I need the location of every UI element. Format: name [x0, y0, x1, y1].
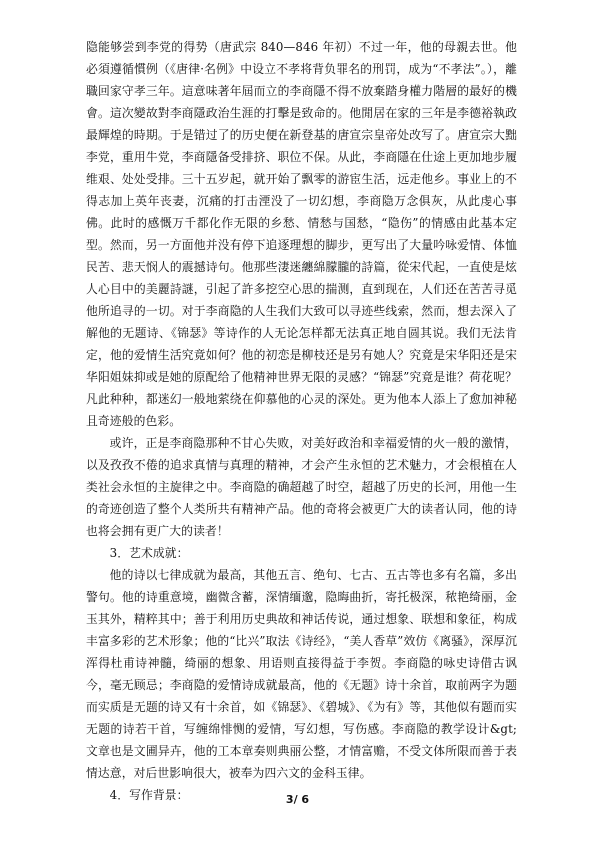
section-heading: 3．艺术成就：	[109, 546, 189, 560]
paragraph: 隐能够尝到李党的得势（唐武宗 840—846 年初）不过一年，他的母親去世。他必須遵循慣例（《唐律·名例》中设立不孝将背负罪名的刑罚，成为“不孝法”。），離職回家守孝三年。這意味著年屆而立的李商隱不得不放棄踏身權力階層的最好的機會。這次變故對李商隱政治生涯的打擊是致命的。他閒居在家的三年是李德裕執政最輝煌的時期。于是错过了的历史便在新登基的唐宣宗皇帝处改写了。唐宣宗大黜李党，重用牛党，李商隱备受排挤、职位不保。从此，李商隱在仕途上更加地步履维艰、处处受排。三十五岁起，就开始了飘零的游宦生活，远走他乡。事业上的不得志加上英年丧妻，沉痛的打击湮没了一切幻想，李商隐万念俱灰，从此虔心事佛。此时的感慨万千都化作无限的乡愁、情愁与国愁，“隐伤”的情感由此基本定型。然而，另一方面他并没有停下追逐理想的脚步，更写出了大量吟咏爱情、体恤民苦、悲天悯人的震撼诗句。他那些淒迷纏綿朦朧的詩篇，從宋代起，一直使是炫人心目中的美麗詩謎，引起了許多挖空心思的揣测，直到现在，人们还在苦苦寻觅他所追寻的一切。对于李商隐的人生我们大致可以寻迹些线索，然而，想去深入了解他的无题诗、《锦瑟》等诗作的人无论怎样都无法真正地自圆其说。我们无法肯定，他的爱情生活究竟如何？他的初恋是柳枝还是另有她人？究竟是宋华阳还是宋华阳姐妹抑或是她的原配给了他精神世界无限的灵感？“锦瑟”究竟是谁？荷花呢？凡此种种，都迷幻一般地萦绕在仰慕他的心灵的深处。更为他本人添上了愈加神秘且奇迹般的色彩。	[86, 40, 517, 428]
body-text	[86, 36, 517, 806]
paragraph: 他的诗以七律成就为最高，其他五言、绝句、七古、五古等也多有名篇，多出警句。他的诗重意境，幽微含蓄，深情缅邈，隐晦曲折，寄托极深，秾艳绮丽，金玉其外，精粹其中；善于利用历史典故和神话传说，通过想象、联想和象征，构成丰富多彩的艺术形象；他的“比兴”取法《诗经》，“美人香草”效仿《离骚》，深厚沉浑得杜甫诗神髓，绮丽的想象、用语则直接得益于李贺。李商隐的咏史诗借古讽今，毫无顾忌；李商隐的爱情诗成就最高，他的《无题》诗十余首，取前两字为题而实质是无题的诗又有十余首，如《锦瑟》、《碧城》、《为有》等，其他似有题而实无题的诗若干首，写缠绵悱恻的爱情，写幻想，写伤感。李商隐的教学设计&gt;文章也是文圃异卉，他的工本章奏则典丽公整，才情富赡，不受文体所限而善于表情达意，对后世影响很大，被奉为四六文的金科玉律。	[86, 568, 517, 780]
paragraph: 或许，正是李商隐那种不甘心失败，对美好政治和幸福爱情的火一般的激情，以及孜孜不倦的追求真情与真理的精神，才会产生永恒的艺术魅力，才会根植在人类社会永恒的主旋律之中。李商隐的确超越了时空，超越了历史的长河，用他一生的奇迹创造了整个人类所共有精神产品。他的奇将会被更广大的读者认同，他的诗也将会拥有更广大的读者！	[86, 436, 517, 538]
page-number: 3/ 6	[285, 793, 310, 806]
section-heading: 4．写作背景：	[109, 788, 189, 802]
